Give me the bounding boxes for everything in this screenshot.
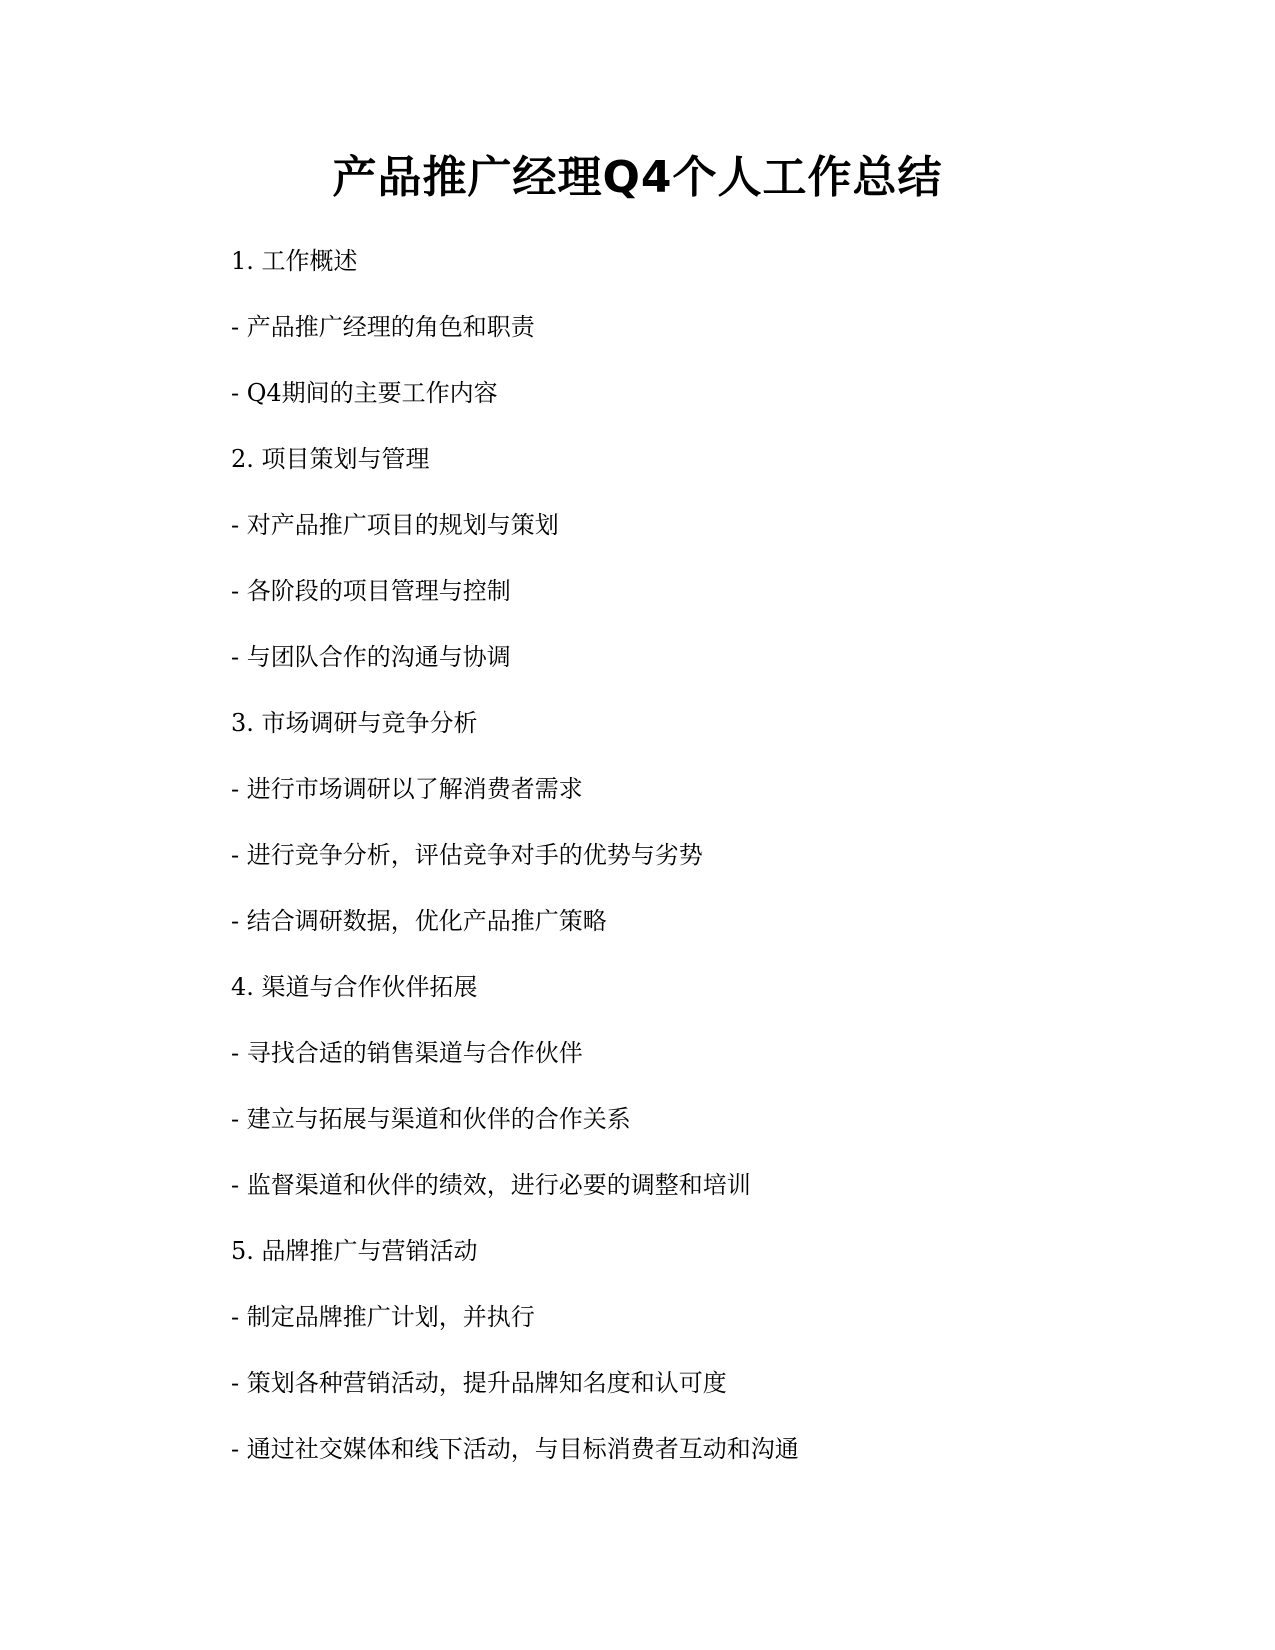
bullet-item: - 建立与拓展与渠道和伙伴的合作关系 — [231, 1105, 631, 1133]
bullet-item: - 监督渠道和伙伴的绩效，进行必要的调整和培训 — [231, 1171, 751, 1199]
bullet-item: - 对产品推广项目的规划与策划 — [231, 511, 559, 539]
bullet-item: - 制定品牌推广计划，并执行 — [231, 1303, 535, 1331]
bullet-item: - Q4期间的主要工作内容 — [231, 379, 498, 407]
section-heading: 4. 渠道与合作伙伴拓展 — [231, 973, 478, 1001]
bullet-item: - 进行竞争分析，评估竞争对手的优势与劣势 — [231, 841, 703, 869]
bullet-item: - 结合调研数据，优化产品推广策略 — [231, 907, 607, 935]
section-heading: 3. 市场调研与竞争分析 — [231, 709, 478, 737]
bullet-item: - 进行市场调研以了解消费者需求 — [231, 775, 583, 803]
bullet-item: - 与团队合作的沟通与协调 — [231, 643, 511, 671]
bullet-item: - 各阶段的项目管理与控制 — [231, 577, 511, 605]
document-title: 产品推广经理Q4个人工作总结 — [332, 152, 943, 203]
bullet-item: - 策划各种营销活动，提升品牌知名度和认可度 — [231, 1369, 727, 1397]
bullet-item: - 产品推广经理的角色和职责 — [231, 313, 535, 341]
bullet-item: - 寻找合适的销售渠道与合作伙伴 — [231, 1039, 583, 1067]
section-heading: 1. 工作概述 — [231, 247, 358, 275]
section-heading: 2. 项目策划与管理 — [231, 445, 430, 473]
bullet-item: - 通过社交媒体和线下活动，与目标消费者互动和沟通 — [231, 1435, 799, 1463]
document-body — [231, 246, 1131, 1500]
section-heading: 5. 品牌推广与营销活动 — [231, 1237, 478, 1265]
